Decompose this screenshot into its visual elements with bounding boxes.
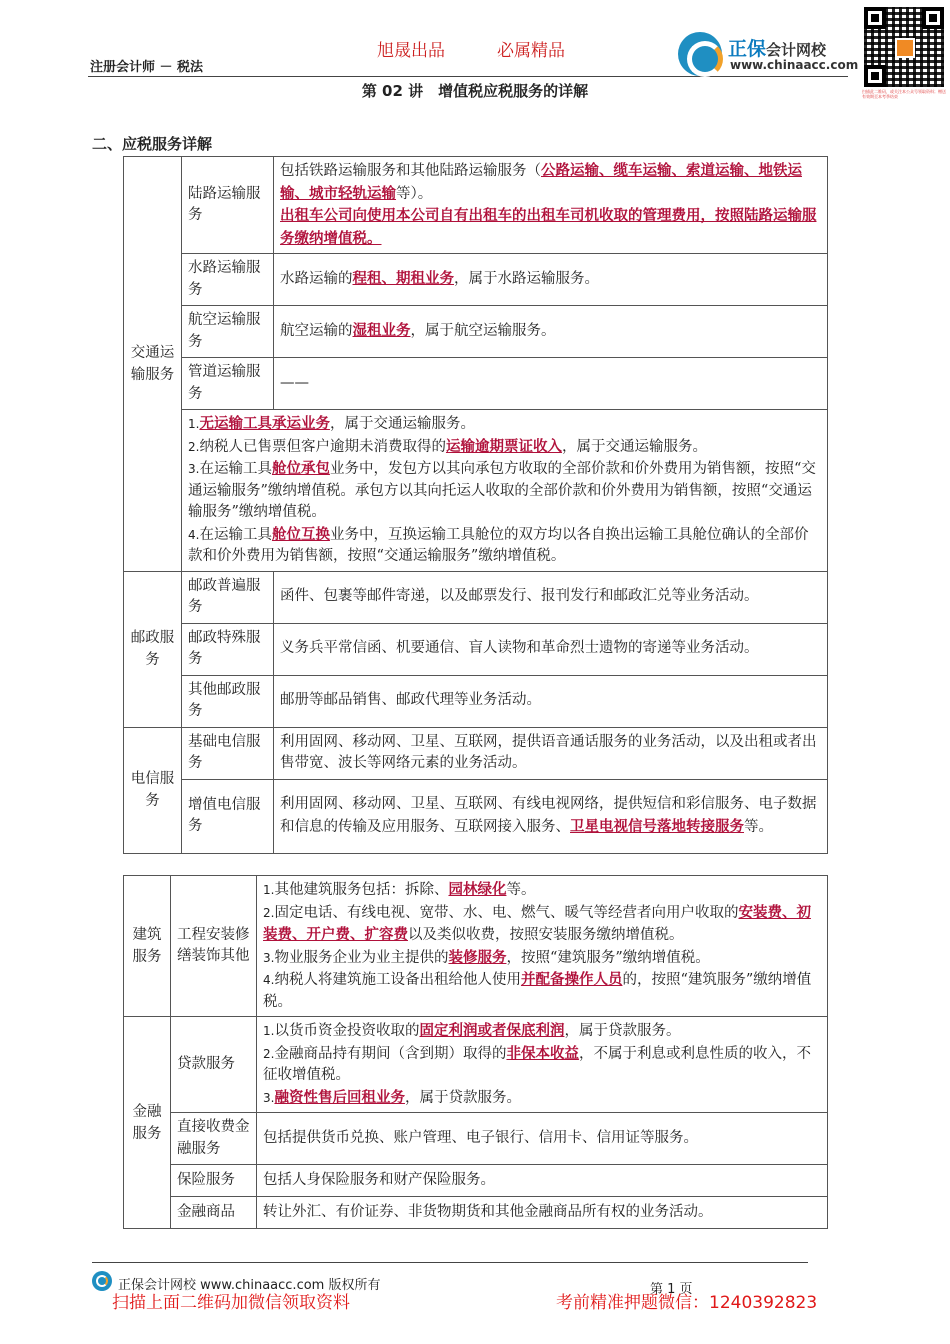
description-cell: 包括人身保险服务和财产保险服务。	[257, 1165, 828, 1197]
course-title: 注册会计师 － 税法	[90, 60, 204, 75]
category-cell: 交通运输服务	[124, 157, 182, 572]
subcategory-cell: 增值电信服务	[182, 779, 274, 853]
subcategory-cell: 陆路运输服务	[182, 157, 274, 254]
description-cell: ——	[274, 358, 828, 410]
logo-name: 正保会计网校	[728, 38, 827, 60]
subcategory-cell: 水路运输服务	[182, 254, 274, 306]
footer-divider	[92, 1262, 808, 1263]
description-cell: 水路运输的程租、期租业务，属于水路运输服务。	[274, 254, 828, 306]
page-number: 第 1 页	[650, 1282, 693, 1297]
subcategory-cell: 直接收费金融服务	[171, 1113, 257, 1165]
logo-icon	[678, 32, 722, 76]
table-row	[124, 254, 828, 306]
lecture-title: 第 02 讲 增值税应税服务的详解	[361, 82, 589, 100]
logo-url: www.chinaacc.com	[730, 58, 859, 72]
category-cell: 邮政服务	[124, 571, 182, 727]
table-row	[124, 1197, 828, 1229]
qr-code-icon	[862, 5, 946, 89]
footer-copyright: 正保会计网校 www.chinaacc.com 版权所有	[118, 1278, 381, 1293]
table-row	[124, 779, 828, 853]
category-cell: 建筑服务	[124, 876, 171, 1017]
notes-cell: 1.无运输工具承运业务，属于交通运输服务。 2.纳税人已售票但客户逾期未消费取得的运输逾期票证收入，属于交通运输服务。 3.在运输工具舱位承包业务中，发包方以其向承包方收取的全部价款和价外费用为销售额，按照“交通运输服务”缴纳增值税。承包方以其向托运人收取的全部价款和价外费用为销售额，按照“交通运输服务”缴纳增值税。 4.在运输工具舱位互换业务中，互换运输工具舱位的双方均以各自换出运输工具舱位确认的全部价款和价外费用为销售额，按照“交通运输服务”缴纳增值税。	[182, 410, 828, 572]
description-cell: 包括提供货币兑换、账户管理、电子银行、信用卡、信用证等服务。	[257, 1113, 828, 1165]
description-cell: 利用固网、移动网、卫星、互联网，提供语音通话服务的业务活动，以及出租或者出售带宽、波长等网络元素的业务活动。	[274, 727, 828, 779]
subcategory-cell: 航空运输服务	[182, 306, 274, 358]
description-cell: 义务兵平常信函、机要通信、盲人读物和革命烈士遗物的寄递等业务活动。	[274, 623, 828, 675]
subcategory-cell: 管道运输服务	[182, 358, 274, 410]
table-row	[124, 358, 828, 410]
table-row	[124, 623, 828, 675]
table-row	[124, 306, 828, 358]
header-tag-right: 必属精品	[497, 41, 565, 61]
table-row	[124, 876, 828, 1017]
table-row	[124, 410, 828, 572]
description-cell: 包括铁路运输服务和其他陆路运输服务（公路运输、缆车运输、索道运输、地铁运输、城市轻轨运输等）。 出租车公司向使用本公司自有出租车的出租车司机收取的管理费用，按照陆路运输服务缴纳增值税。	[274, 157, 828, 254]
subcategory-cell: 基础电信服务	[182, 727, 274, 779]
subcategory-cell: 金融商品	[171, 1197, 257, 1229]
section-title: 二、应税服务详解	[92, 135, 213, 153]
table-row	[124, 571, 828, 623]
category-cell: 电信服务	[124, 727, 182, 853]
subcategory-cell: 邮政普遍服务	[182, 571, 274, 623]
description-cell: 邮册等邮品销售、邮政代理等业务活动。	[274, 675, 828, 727]
table-row	[124, 1113, 828, 1165]
promo-text-left: 扫描上面二维码加微信领取资料	[112, 1293, 350, 1313]
description-cell: 函件、包裹等邮件寄递，以及邮票发行、报刊发行和邮政汇兑等业务活动。	[274, 571, 828, 623]
description-cell: 航空运输的湿租业务，属于航空运输服务。	[274, 306, 828, 358]
taxable-services-table-1	[123, 156, 828, 854]
table-row	[124, 675, 828, 727]
taxable-services-table-2	[123, 875, 828, 1229]
subcategory-cell: 其他邮政服务	[182, 675, 274, 727]
category-cell: 金融服务	[124, 1017, 171, 1229]
description-cell: 转让外汇、有价证券、非货物期货和其他金融商品所有权的业务活动。	[257, 1197, 828, 1229]
subcategory-cell: 保险服务	[171, 1165, 257, 1197]
subcategory-cell: 邮政特殊服务	[182, 623, 274, 675]
footer-logo-icon	[92, 1271, 112, 1291]
qr-note: 扫描此二维码，或关注本公众号领取资料；赠送有效期至本考季结束	[862, 89, 946, 99]
table-row	[124, 727, 828, 779]
notes-cell: 1.其他建筑服务包括：拆除、园林绿化等。 2.固定电话、有线电视、宽带、水、电、燃气、暖气等经营者向用户收取的安装费、初装费、开户费、扩容费以及类似收费，按照安装服务缴纳增值税。 3.物业服务企业为业主提供的装修服务，按照“建筑服务”缴纳增值税。 4.纳税人将建筑施工设备出租给他人使用并配备操作人员的，按照“建筑服务”缴纳增值税。	[257, 876, 828, 1017]
promo-text-right: 考前精准押题微信：1240392823	[556, 1293, 818, 1313]
table-row	[124, 157, 828, 254]
description-cell: 利用固网、移动网、卫星、互联网、有线电视网络，提供短信和彩信服务、电子数据和信息的传输及应用服务、互联网接入服务、卫星电视信号落地转接服务等。	[274, 779, 828, 853]
header-divider	[88, 76, 848, 77]
table-row	[124, 1017, 828, 1113]
site-logo[interactable]	[678, 30, 859, 76]
header-tag-left: 旭晟出品	[377, 41, 445, 61]
table-row	[124, 1165, 828, 1197]
subcategory-cell: 贷款服务	[171, 1017, 257, 1113]
subcategory-cell: 工程安装修缮装饰其他	[171, 876, 257, 1017]
notes-cell: 1.以货币资金投资收取的固定利润或者保底利润，属于贷款服务。 2.金融商品持有期间（含到期）取得的非保本收益，不属于利息或利息性质的收入，不征收增值税。 3.融资性售后回租业务，属于贷款服务。	[257, 1017, 828, 1113]
